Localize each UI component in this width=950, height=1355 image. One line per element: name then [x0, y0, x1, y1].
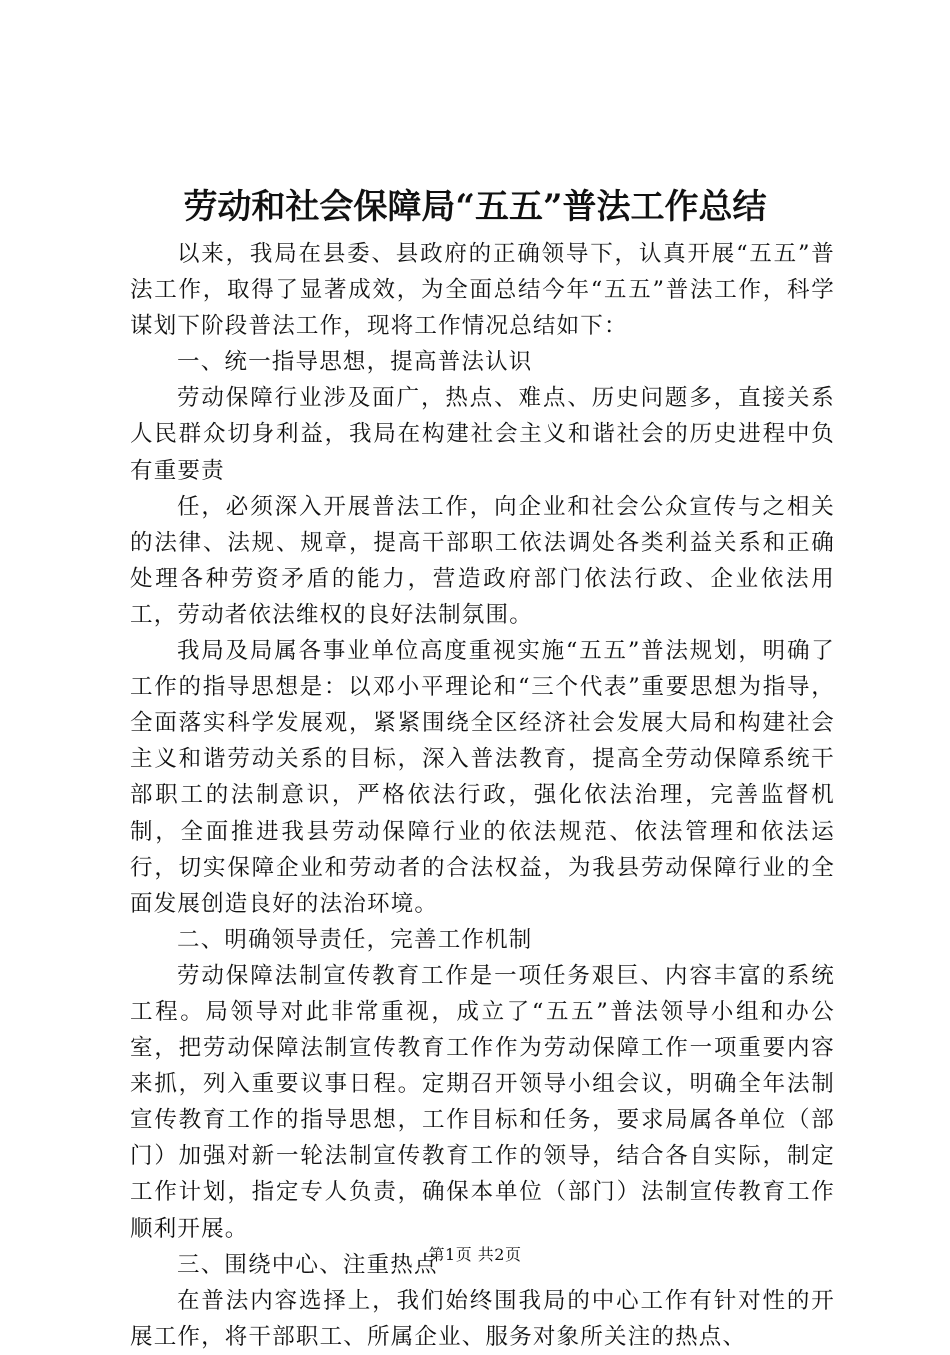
body-paragraph: 劳动保障法制宣传教育工作是一项任务艰巨、内容丰富的系统工程。局领导对此非常重视，成立了“五五”普法领导小组和办公室，把劳动保障法制宣传教育工作作为劳动保障工作一项重要内容来抓，列入重要议事日程。定期召开领导小组会议，明确全年法制宣传教育工作的指导思想，工作目标和任务，要求局属各单位（部门）加强对新一轮法制宣传教育工作的领导，结合各自实际，制定工作计划，指定专人负责，确保本单位（部门）法制宣传教育工作顺利开展。 — [130, 962, 835, 1242]
page-footer: 第1页 共2页 — [428, 1245, 522, 1264]
document-title: 劳动和社会保障局“五五”普法工作总结 — [183, 187, 767, 227]
section-heading-2: 二、明确领导责任，完善工作机制 — [177, 926, 533, 953]
body-paragraph: 我局及局属各事业单位高度重视实施“五五”普法规划，明确了工作的指导思想是：以邓小平理论和“三个代表”重要思想为指导，全面落实科学发展观，紧紧围绕全区经济社会发展大局和构建社会主义和谐劳动关系的目标，深入普法教育，提高全劳动保障系统干部职工的法制意识，严格依法行政，强化依法治理，完善监督机制，全面推进我县劳动保障行业的依法规范、依法管理和依法运行，切实保障企业和劳动者的合法权益，为我县劳动保障行业的全面发展创造良好的法治环境。 — [130, 638, 835, 917]
section-heading-3: 三、围绕中心、注重热点 — [177, 1251, 438, 1278]
body-paragraph: 劳动保障行业涉及面广，热点、难点、历史问题多，直接关系人民群众切身利益，我局在构建社会主义和谐社会的历史进程中负有重要责 — [130, 385, 835, 484]
intro-paragraph: 以来，我局在县委、县政府的正确领导下，认真开展“五五”普法工作，取得了显著成效，为全面总结今年“五五”普法工作，科学谋划下阶段普法工作，现将工作情况总结如下： — [130, 241, 835, 340]
body-paragraph: 在普法内容选择上，我们始终围我局的中心工作有针对性的开展工作，将干部职工、所属企业、服务对象所关注的热点、 — [130, 1287, 835, 1350]
section-heading-1: 一、统一指导思想，提高普法认识 — [177, 349, 533, 376]
body-paragraph: 任，必须深入开展普法工作，向企业和社会公众宣传与之相关的法律、法规、规章，提高干部职工依法调处各类利益关系和正确处理各种劳资矛盾的能力，营造政府部门依法行政、企业依法用工，劳动者依法维权的良好法制氛围。 — [130, 493, 835, 628]
document-body — [130, 236, 835, 1355]
